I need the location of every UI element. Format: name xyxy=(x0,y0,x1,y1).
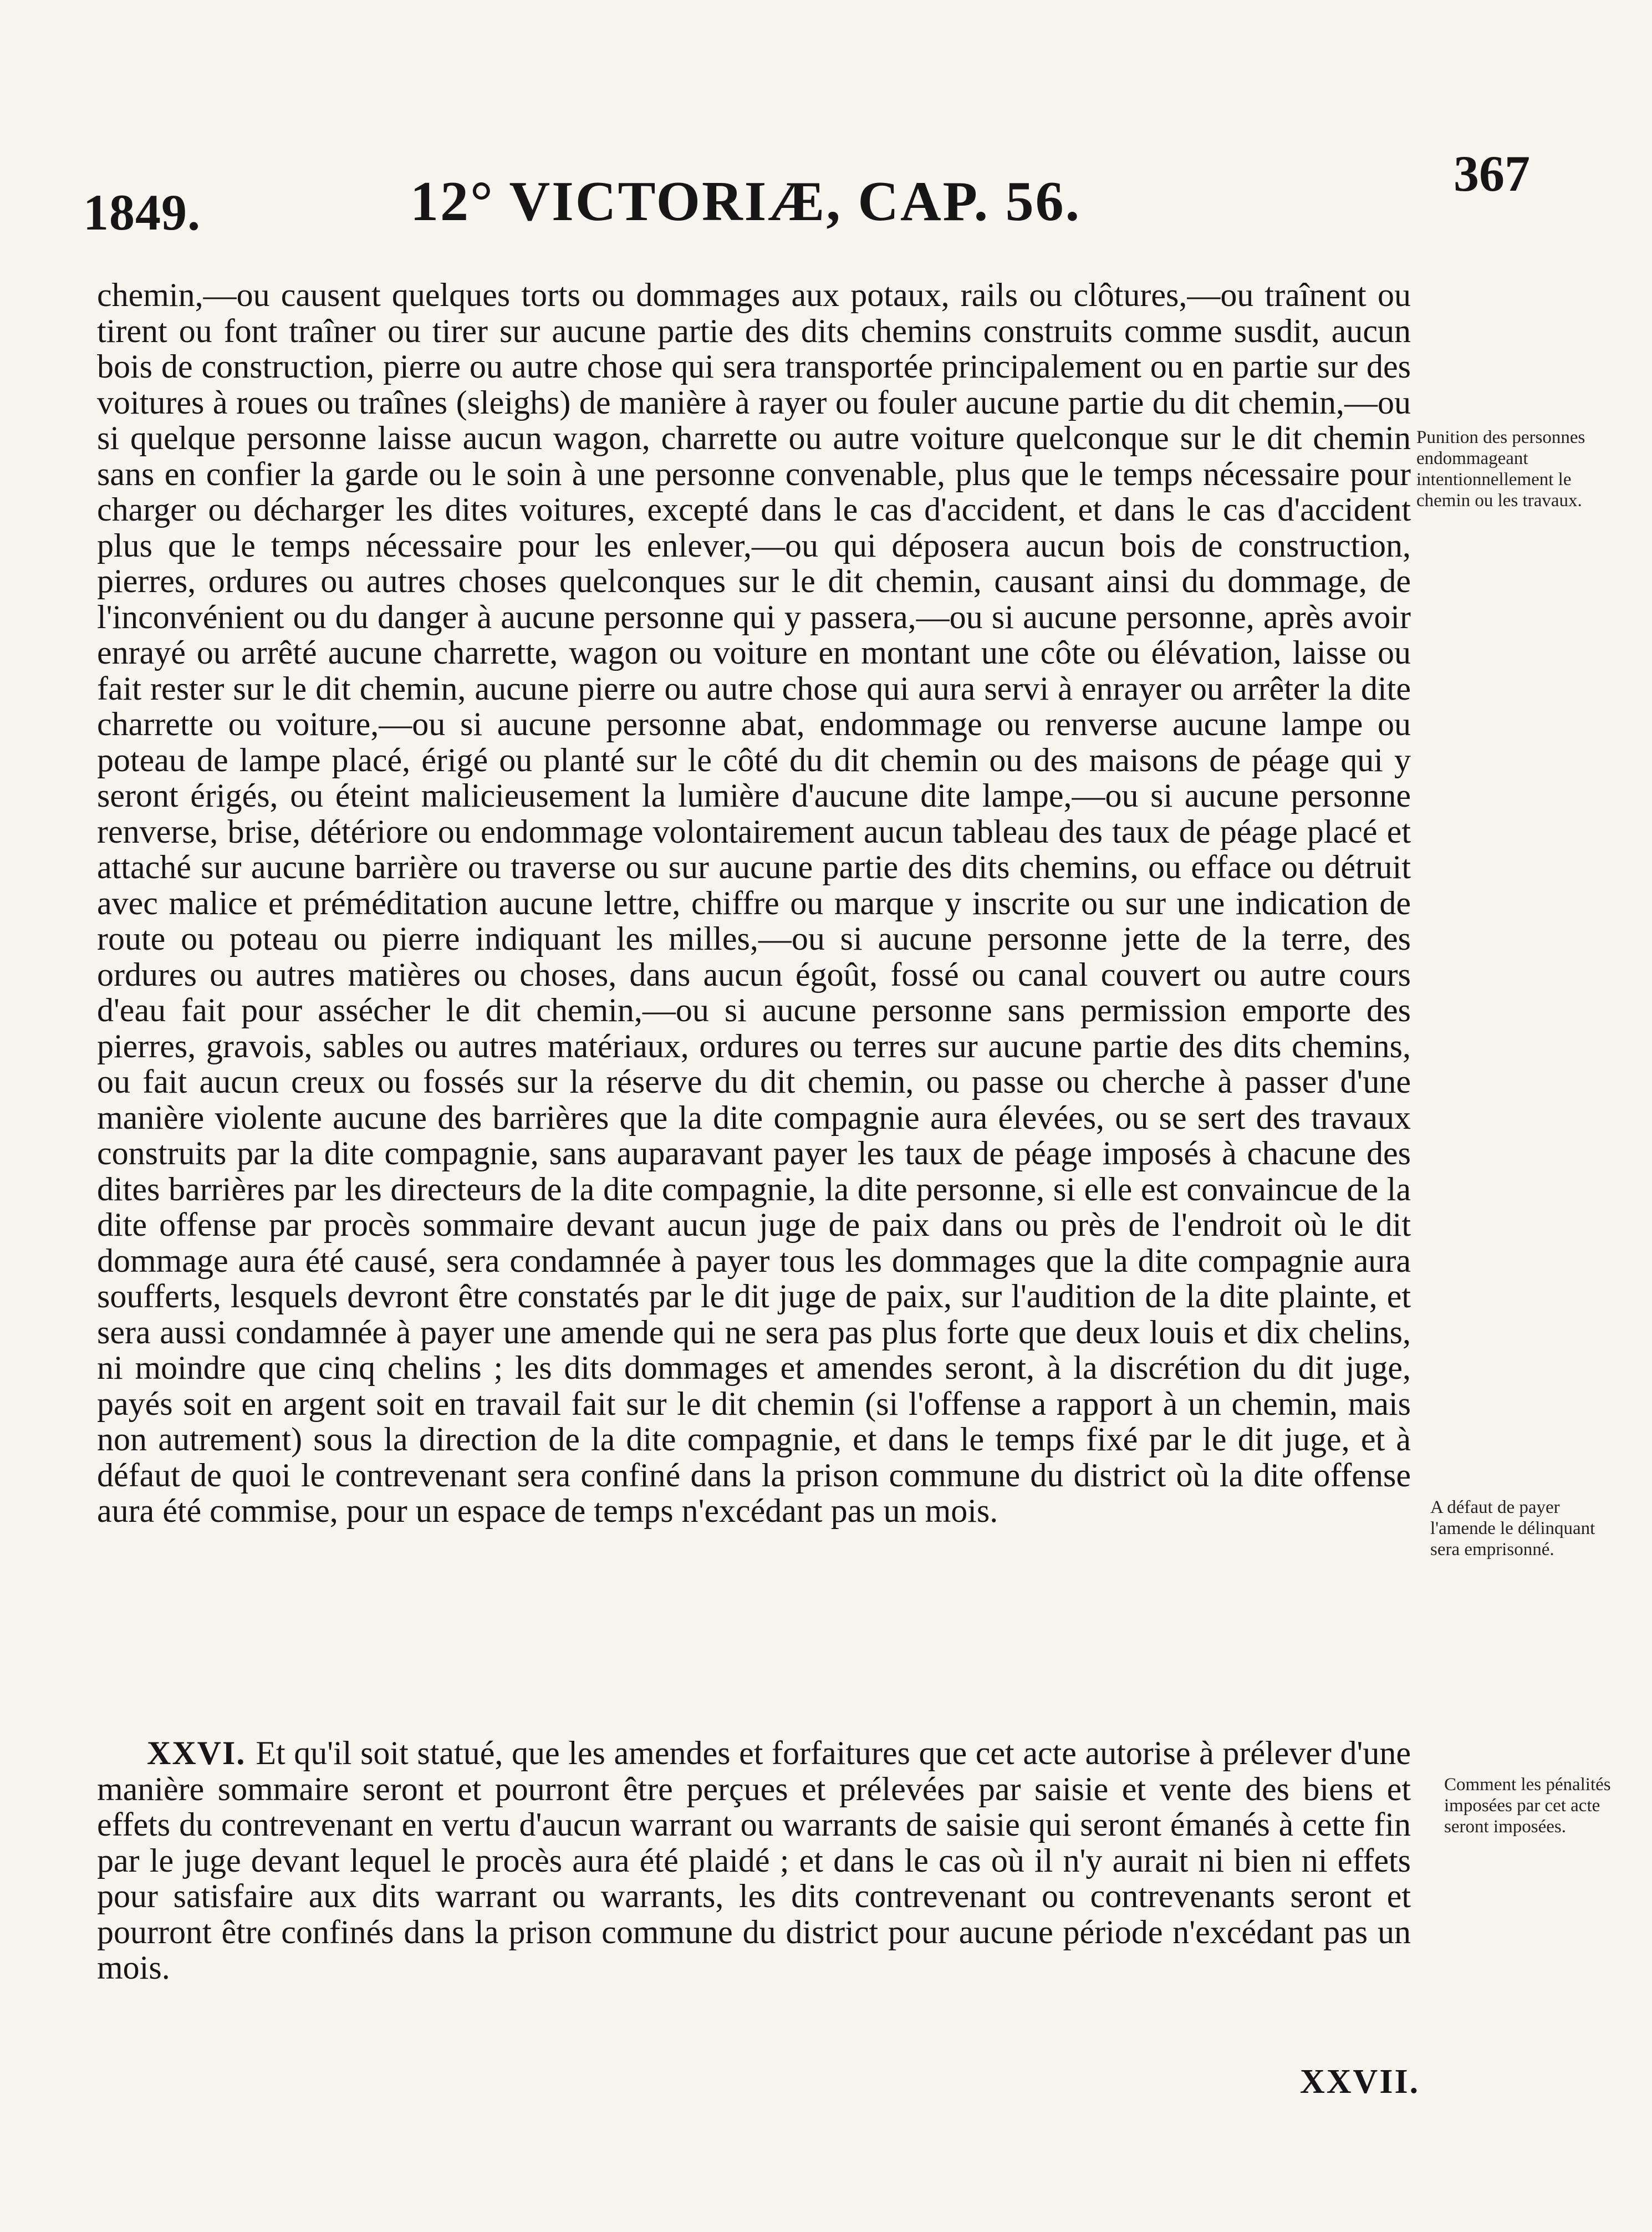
paragraph-2-text: Et qu'il soit statué, que les amendes et forfaitures que cet acte autorise à prélever d'une manière sommaire seront et pourront être perçues et prélevées par saisie et vente des biens et effets du contrevenant en vertu d'aucun warrant ou warrants de saisie qui seront émanés à cette fin par le juge devant lequel le procès aura été plaidé ; et dans le cas où il n'y aurait ni bien ni effets pour satisfaire aux dits warrant ou warrants, les dits contrevenant ou contrevenants seront et pourront être confinés dans la prison commune du district pour aucune période n'excédant pas un mois. xyxy=(97,1735,1411,1986)
page-header xyxy=(83,144,1552,241)
margin-note-penalites: Comment les pénalités imposées par cet acte seront imposées. xyxy=(1444,1775,1611,1837)
paragraph-1: chemin,—ou causent quelques torts ou dommages aux potaux, rails ou clôtures,—ou traînent ou tirent ou font traîner ou tirer sur aucune partie des dits chemins construits comme susdit, aucun bois de construction, pierre ou autre chose qui sera transportée principalement ou en partie sur des voitures à roues ou traînes (sleighs) de manière à rayer ou fouler aucune partie du dit chemin,—ou si quelque personne laisse aucun wagon, charrette ou autre voiture quelconque sur le dit chemin sans en confier la garde ou le soin à une personne convenable, plus que le temps nécessaire pour charger ou décharger les dites voitures, excepté dans le cas d'accident, et dans le cas d'accident plus que le temps nécessaire pour les enlever,—ou qui déposera aucun bois de construction, pierres, ordures ou autres choses quelconques sur le dit chemin, causant ainsi du dommage, de l'inconvénient ou du danger à aucune personne qui y passera,—ou si aucune personne, après avoir enrayé ou arrêté aucune charrette, wagon ou voiture en montant une côte ou élévation, laisse ou fait rester sur le dit chemin, aucune pierre ou autre chose qui aura servi à enrayer ou arrêter la dite charrette ou voiture,—ou si aucune personne abat, endommage ou renverse aucune lampe ou poteau de lampe placé, érigé ou planté sur le côté du dit chemin ou des maisons de péage qui y seront érigés, ou éteint malicieusement la lumière d'aucune dite lampe,—ou si aucune personne renverse, brise, détériore ou endommage volontairement aucun tableau des taux de péage placé et attaché sur aucune barrière ou traverse ou sur aucune partie des dits chemins, ou efface ou détruit avec malice et préméditation aucune lettre, chiffre ou marque y inscrite ou sur une indication de route ou poteau ou pierre indiquant les milles,—ou si aucune personne jette de la terre, des ordures ou autres matières ou choses, dans aucun égoût, fossé ou canal couvert ou autre cours d'eau fait pour assécher le dit chemin,—ou si aucune personne sans permission emporte des pierres, gravois, sables ou autres matériaux, ordures ou terres sur aucune partie des dits chemins, ou fait aucun creux ou fossés sur la réserve du dit chemin, ou passe ou cherche à passer d'une manière violente aucune des barrières que la dite compagnie aura élevées, ou se sert des travaux construits par la dite compagnie, sans auparavant payer les taux de péage imposés à chacune des dites barrières par les directeurs de la dite compagnie, la dite personne, si elle est convaincue de la dite offense par procès sommaire devant aucun juge de paix dans ou près de l'endroit où le dit dommage aura été causé, sera condamnée à payer tous les dommages que la dite compagnie aura soufferts, lesquels devront être constatés par le dit juge de paix, sur l'audition de la dite plainte, et sera aussi condamnée à payer une amende qui ne sera pas plus forte que deux louis et dix chelins, ni moindre que cinq chelins ; les dits dommages et amendes seront, à la discrétion du dit juge, payés soit en argent soit en travail fait sur le dit chemin (si l'offense a rapport à un chemin, mais non autrement) sous la direction de la dite compagnie, et dans le temps fixé par le dit juge, et à défaut de quoi le contrevenant sera confiné dans la prison commune du district où la dite offense aura été commise, pour un espace de temps n'excédant pas un mois. xyxy=(97,277,1411,1529)
margin-note-punition: Punition des personnes endommageant intentionnellement le chemin ou les travaux. xyxy=(1416,427,1585,511)
catchword: XXVII. xyxy=(1300,2063,1420,2101)
header-title: 12° VICTORIÆ, CAP. 56. xyxy=(410,170,1082,233)
paragraph-2 xyxy=(97,1735,1411,1986)
header-year: 1849. xyxy=(83,184,201,241)
section-number: XXVI. xyxy=(147,1735,246,1771)
margin-note-defaut-amende: A défaut de payer l'amende le délinquant sera emprisonné. xyxy=(1430,1497,1595,1560)
page-number: 367 xyxy=(1454,145,1530,202)
